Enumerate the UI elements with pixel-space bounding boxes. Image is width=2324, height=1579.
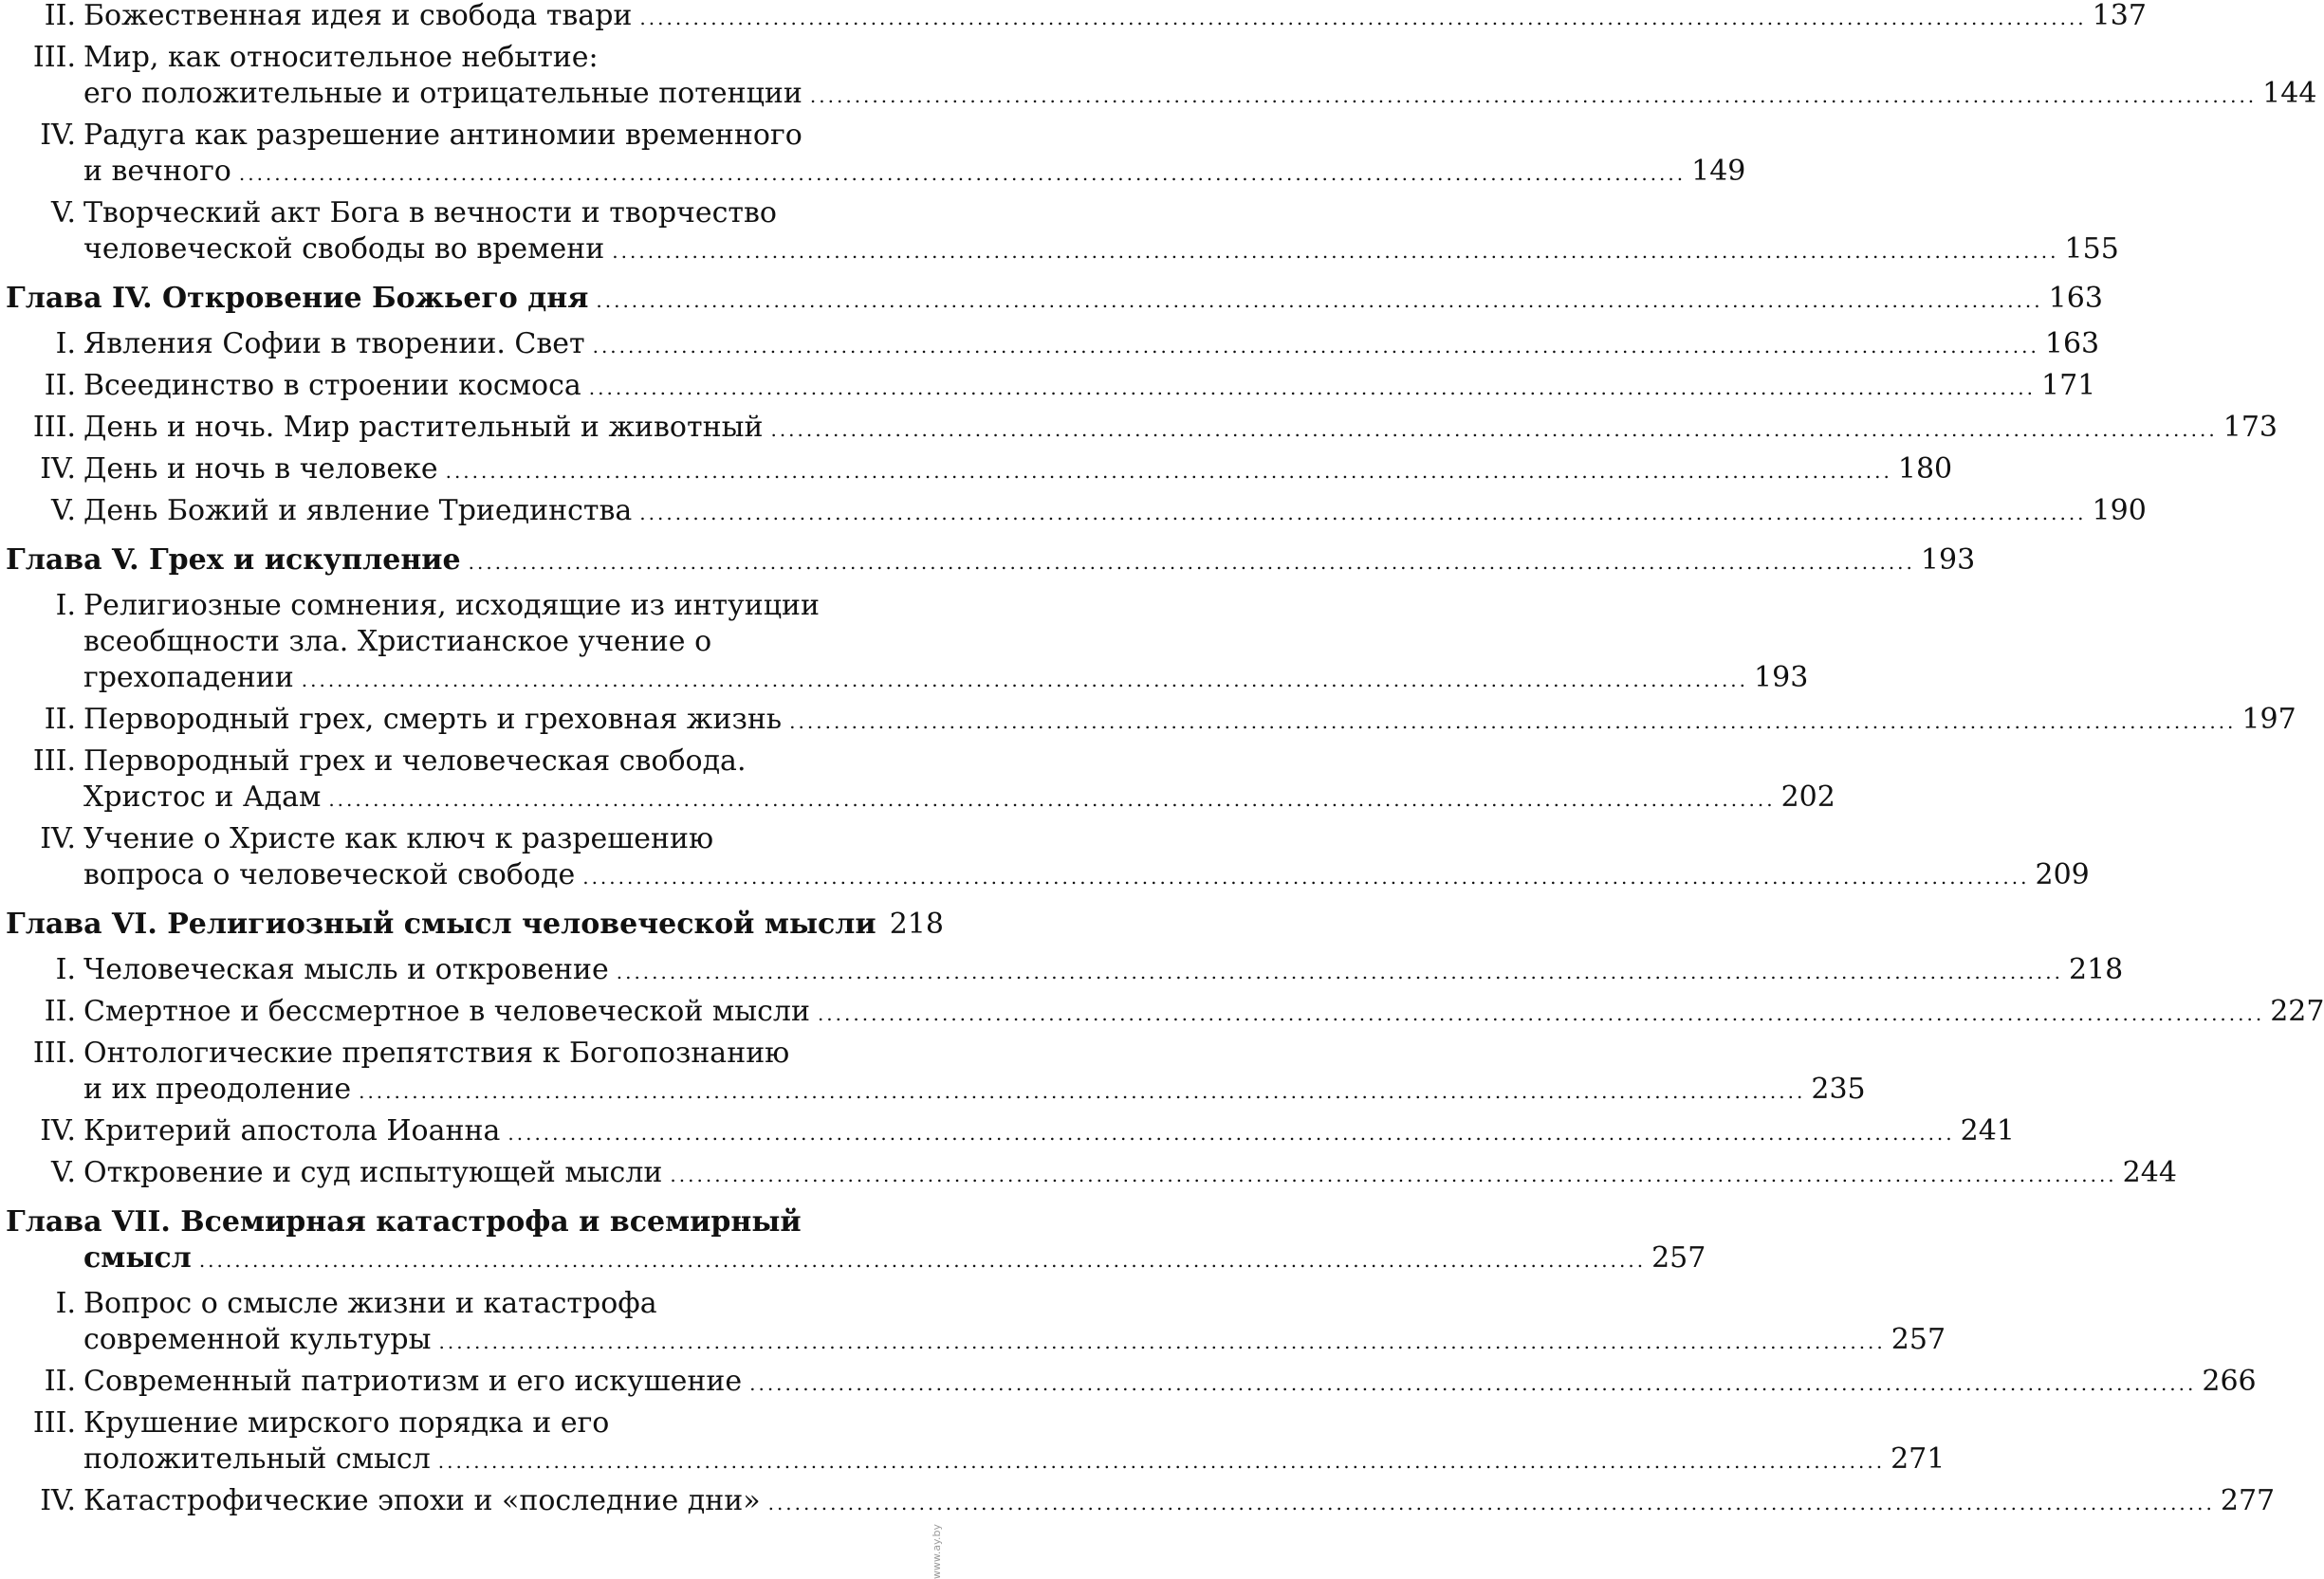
toc-leader-line xyxy=(6,907,944,943)
dot-leader xyxy=(582,868,2029,887)
toc-leader-line xyxy=(83,326,2100,362)
toc-item-number: III. xyxy=(32,744,76,778)
toc-item-title: Христос и Адам xyxy=(83,780,322,814)
toc-leader-line xyxy=(83,1322,1946,1358)
toc-item-number: II. xyxy=(44,995,76,1028)
toc-page-number: 171 xyxy=(2041,369,2096,402)
toc-item-number: I. xyxy=(55,953,76,986)
toc-item-number: I. xyxy=(55,327,76,360)
toc-leader-line xyxy=(83,994,2324,1030)
toc-page-number: 149 xyxy=(1691,155,1746,188)
toc-item-title: его положительные и отрицательные потенции xyxy=(83,77,802,110)
toc-item-title: Катастрофические эпохи и «последние дни» xyxy=(83,1484,761,1517)
toc-chapter-title: Глава VII. Всемирная катастрофа и всемирный xyxy=(6,1205,802,1239)
toc-page-number: 257 xyxy=(1651,1241,1706,1275)
toc-item[interactable] xyxy=(0,326,2100,360)
toc-item-title: и вечного xyxy=(83,155,231,188)
toc-page-number: 235 xyxy=(1811,1073,1866,1106)
toc-item[interactable] xyxy=(0,493,2147,527)
toc-item-title: Смертное и бессмертное в человеческой мысли xyxy=(83,995,810,1028)
toc-item-title: человеческой свободы во времени xyxy=(83,232,605,266)
toc-leader-line xyxy=(83,1155,2177,1191)
dot-leader xyxy=(810,86,2257,105)
toc-item-title: Явления Софии в творении. Свет xyxy=(83,327,585,360)
toc-page-number: 209 xyxy=(2035,858,2090,891)
toc-item-title: Творческий акт Бога в вечности и творчество xyxy=(83,196,777,230)
toc-item-title: Первородный грех, смерть и греховная жизнь xyxy=(83,703,783,736)
toc-leader-line xyxy=(83,857,2090,893)
dot-leader xyxy=(818,1004,2264,1023)
toc-item-number: II. xyxy=(44,703,76,736)
toc-leader-line xyxy=(6,542,1976,578)
dot-leader xyxy=(617,963,2063,982)
dot-leader xyxy=(469,553,1915,572)
toc-item[interactable] xyxy=(0,994,2324,1028)
toc-page-number: 193 xyxy=(1920,543,1976,577)
toc-item-number: IV. xyxy=(40,119,76,152)
toc-page-number: 163 xyxy=(2044,327,2100,360)
toc-item[interactable] xyxy=(0,1364,2257,1398)
dot-leader xyxy=(612,242,2058,261)
dot-leader xyxy=(438,1452,1885,1471)
toc-item-title: грехопадении xyxy=(83,661,294,694)
toc-item[interactable] xyxy=(0,1286,1946,1356)
toc-page-number: 218 xyxy=(2069,953,2124,986)
dot-leader xyxy=(446,462,1892,481)
toc-item-title: Первородный грех и человеческая свобода. xyxy=(83,744,747,778)
toc-item-number: III. xyxy=(32,41,76,74)
toc-page-number: 244 xyxy=(2122,1156,2177,1189)
toc-leader-line xyxy=(83,780,1835,816)
toc-item-title: вопроса о человеческой свободе xyxy=(83,858,576,891)
toc-item-number: V. xyxy=(51,1156,76,1189)
dot-leader xyxy=(439,1332,1886,1351)
toc-item[interactable] xyxy=(0,952,2124,986)
toc-item[interactable] xyxy=(0,702,2296,736)
toc-item-number: IV. xyxy=(40,822,76,855)
toc-page-number: 202 xyxy=(1780,780,1835,814)
toc-item-title: День Божий и явление Триединства xyxy=(83,494,633,527)
toc-page-number: 218 xyxy=(889,908,944,941)
toc-chapter-title: Глава IV. Откровение Божьего дня xyxy=(6,282,589,315)
toc-item-title: Учение о Христе как ключ к разрешению xyxy=(83,822,714,855)
toc-leader-line xyxy=(6,281,2103,317)
toc-leader-line xyxy=(83,451,1953,487)
toc-item[interactable] xyxy=(0,588,1809,694)
toc-item-title: День и ночь. Мир растительный и животный xyxy=(83,411,764,444)
toc-leader-line xyxy=(83,702,2296,738)
toc-leader-line xyxy=(83,368,2096,404)
toc-chapter[interactable] xyxy=(0,542,1976,577)
dot-leader xyxy=(639,504,2086,523)
toc-leader-line xyxy=(83,952,2124,988)
dot-leader xyxy=(589,378,2036,397)
toc-chapter[interactable] xyxy=(0,907,949,941)
toc-item[interactable] xyxy=(0,1155,2177,1189)
toc-leader-line xyxy=(83,660,1809,696)
toc-chapter-title: Глава VI. Религиозный смысл человеческой мысли xyxy=(6,908,876,941)
toc-item-number: IV. xyxy=(40,1484,76,1517)
toc-leader-line xyxy=(83,1072,1866,1108)
toc-page-number: 241 xyxy=(1960,1114,2015,1148)
toc-item-title: Божественная идея и свобода твари xyxy=(83,0,633,32)
toc-item-title: Современный патриотизм и его искушение xyxy=(83,1365,743,1398)
toc-item-title: Крушение мирского порядка и его xyxy=(83,1406,610,1440)
toc-page-number: 266 xyxy=(2202,1365,2257,1398)
toc-item-title: положительный смысл xyxy=(83,1442,431,1476)
toc-page-number: 180 xyxy=(1897,452,1953,486)
toc-chapter[interactable] xyxy=(0,281,2103,315)
toc-item[interactable] xyxy=(0,40,2317,110)
toc-leader-line xyxy=(83,231,2119,267)
dot-leader xyxy=(670,1166,2116,1184)
toc-item[interactable] xyxy=(0,1483,2276,1517)
toc-leader-line xyxy=(83,1441,1946,1478)
toc-page-number: 277 xyxy=(2220,1484,2276,1517)
toc-item[interactable] xyxy=(0,368,2096,402)
toc-item-number: V. xyxy=(51,494,76,527)
dot-leader xyxy=(639,9,2086,28)
toc-page-number: 271 xyxy=(1891,1442,1946,1476)
toc-item[interactable] xyxy=(0,451,1953,486)
toc-chapter-title: смысл xyxy=(83,1241,192,1275)
dot-leader xyxy=(770,420,2217,439)
toc-page-number: 257 xyxy=(1891,1323,1946,1356)
dot-leader xyxy=(359,1082,1805,1101)
dot-leader xyxy=(507,1124,1954,1143)
toc-item[interactable] xyxy=(0,118,1746,188)
dot-leader xyxy=(789,712,2236,731)
toc-item[interactable] xyxy=(0,1405,1946,1476)
toc-chapter-title: Глава V. Грех и искупление xyxy=(6,543,461,577)
toc-item-title: Мир, как относительное небытие: xyxy=(83,41,599,74)
toc-leader-line xyxy=(83,154,1746,190)
toc-item-title: Критерий апостола Иоанна xyxy=(83,1114,501,1148)
toc-item-title: Онтологические препятствия к Богопознанию xyxy=(83,1037,790,1070)
toc-page-number: 197 xyxy=(2241,703,2296,736)
toc-leader-line xyxy=(83,1364,2257,1400)
toc-item[interactable] xyxy=(0,1113,2015,1148)
toc-item-title: Всеединство в строении космоса xyxy=(83,369,581,402)
toc-leader-line xyxy=(83,493,2147,529)
toc-leader-line xyxy=(83,1113,2015,1149)
toc-item-number: I. xyxy=(55,1287,76,1320)
toc-page-number: 227 xyxy=(2270,995,2324,1028)
dot-leader xyxy=(593,337,2039,356)
toc-page-number: 144 xyxy=(2262,77,2317,110)
toc-item-number: IV. xyxy=(40,452,76,486)
dot-leader xyxy=(199,1251,1646,1270)
toc-item-title: Человеческая мысль и откровение xyxy=(83,953,609,986)
toc-leader-line xyxy=(83,1483,2276,1519)
dot-leader xyxy=(768,1494,2215,1513)
toc-item-number: I. xyxy=(55,589,76,622)
toc-item-title: Религиозные сомнения, исходящие из интуиции xyxy=(83,589,820,622)
toc-leader-line xyxy=(83,410,2278,446)
toc-leader-line xyxy=(83,0,2147,34)
toc-item[interactable] xyxy=(0,195,2119,266)
toc-item-number: IV. xyxy=(40,1114,76,1148)
dot-leader xyxy=(749,1374,2196,1393)
toc-item-title: Радуга как разрешение антиномии временного xyxy=(83,119,802,152)
toc-item-title: Вопрос о смысле жизни и катастрофа xyxy=(83,1287,657,1320)
dot-leader xyxy=(328,790,1775,809)
toc-item-title: День и ночь в человеке xyxy=(83,452,438,486)
toc-item-title: и их преодоление xyxy=(83,1073,352,1106)
toc-item-title: Откровение и суд испытующей мысли xyxy=(83,1156,663,1189)
toc-page-number: 163 xyxy=(2048,282,2103,315)
dot-leader xyxy=(302,670,1748,689)
toc-item-number: III. xyxy=(32,411,76,444)
toc-item-title: современной культуры xyxy=(83,1323,432,1356)
toc-item-number: III. xyxy=(32,1037,76,1070)
toc-leader-line xyxy=(83,1240,1706,1276)
toc-item-number: II. xyxy=(44,1365,76,1398)
toc-item[interactable] xyxy=(0,821,2090,891)
dot-leader xyxy=(596,291,2042,310)
watermark: www.ay.by xyxy=(931,1524,943,1579)
toc-leader-line xyxy=(83,76,2317,112)
toc-item-number: II. xyxy=(44,369,76,402)
toc-item[interactable] xyxy=(0,410,2278,444)
toc-page-number: 173 xyxy=(2223,411,2278,444)
toc-item-number: II. xyxy=(44,0,76,32)
toc-page-number: 137 xyxy=(2092,0,2147,32)
toc-chapter[interactable] xyxy=(0,1204,1706,1275)
toc-item-number: III. xyxy=(32,1406,76,1440)
toc-page-number: 155 xyxy=(2064,232,2119,266)
toc-item-number: V. xyxy=(51,196,76,230)
toc-page-number: 193 xyxy=(1754,661,1809,694)
toc-item[interactable] xyxy=(0,1036,1866,1106)
toc-item-title: всеобщности зла. Христианское учение о xyxy=(83,625,712,658)
dot-leader xyxy=(239,164,1686,183)
toc-page-number: 190 xyxy=(2092,494,2147,527)
